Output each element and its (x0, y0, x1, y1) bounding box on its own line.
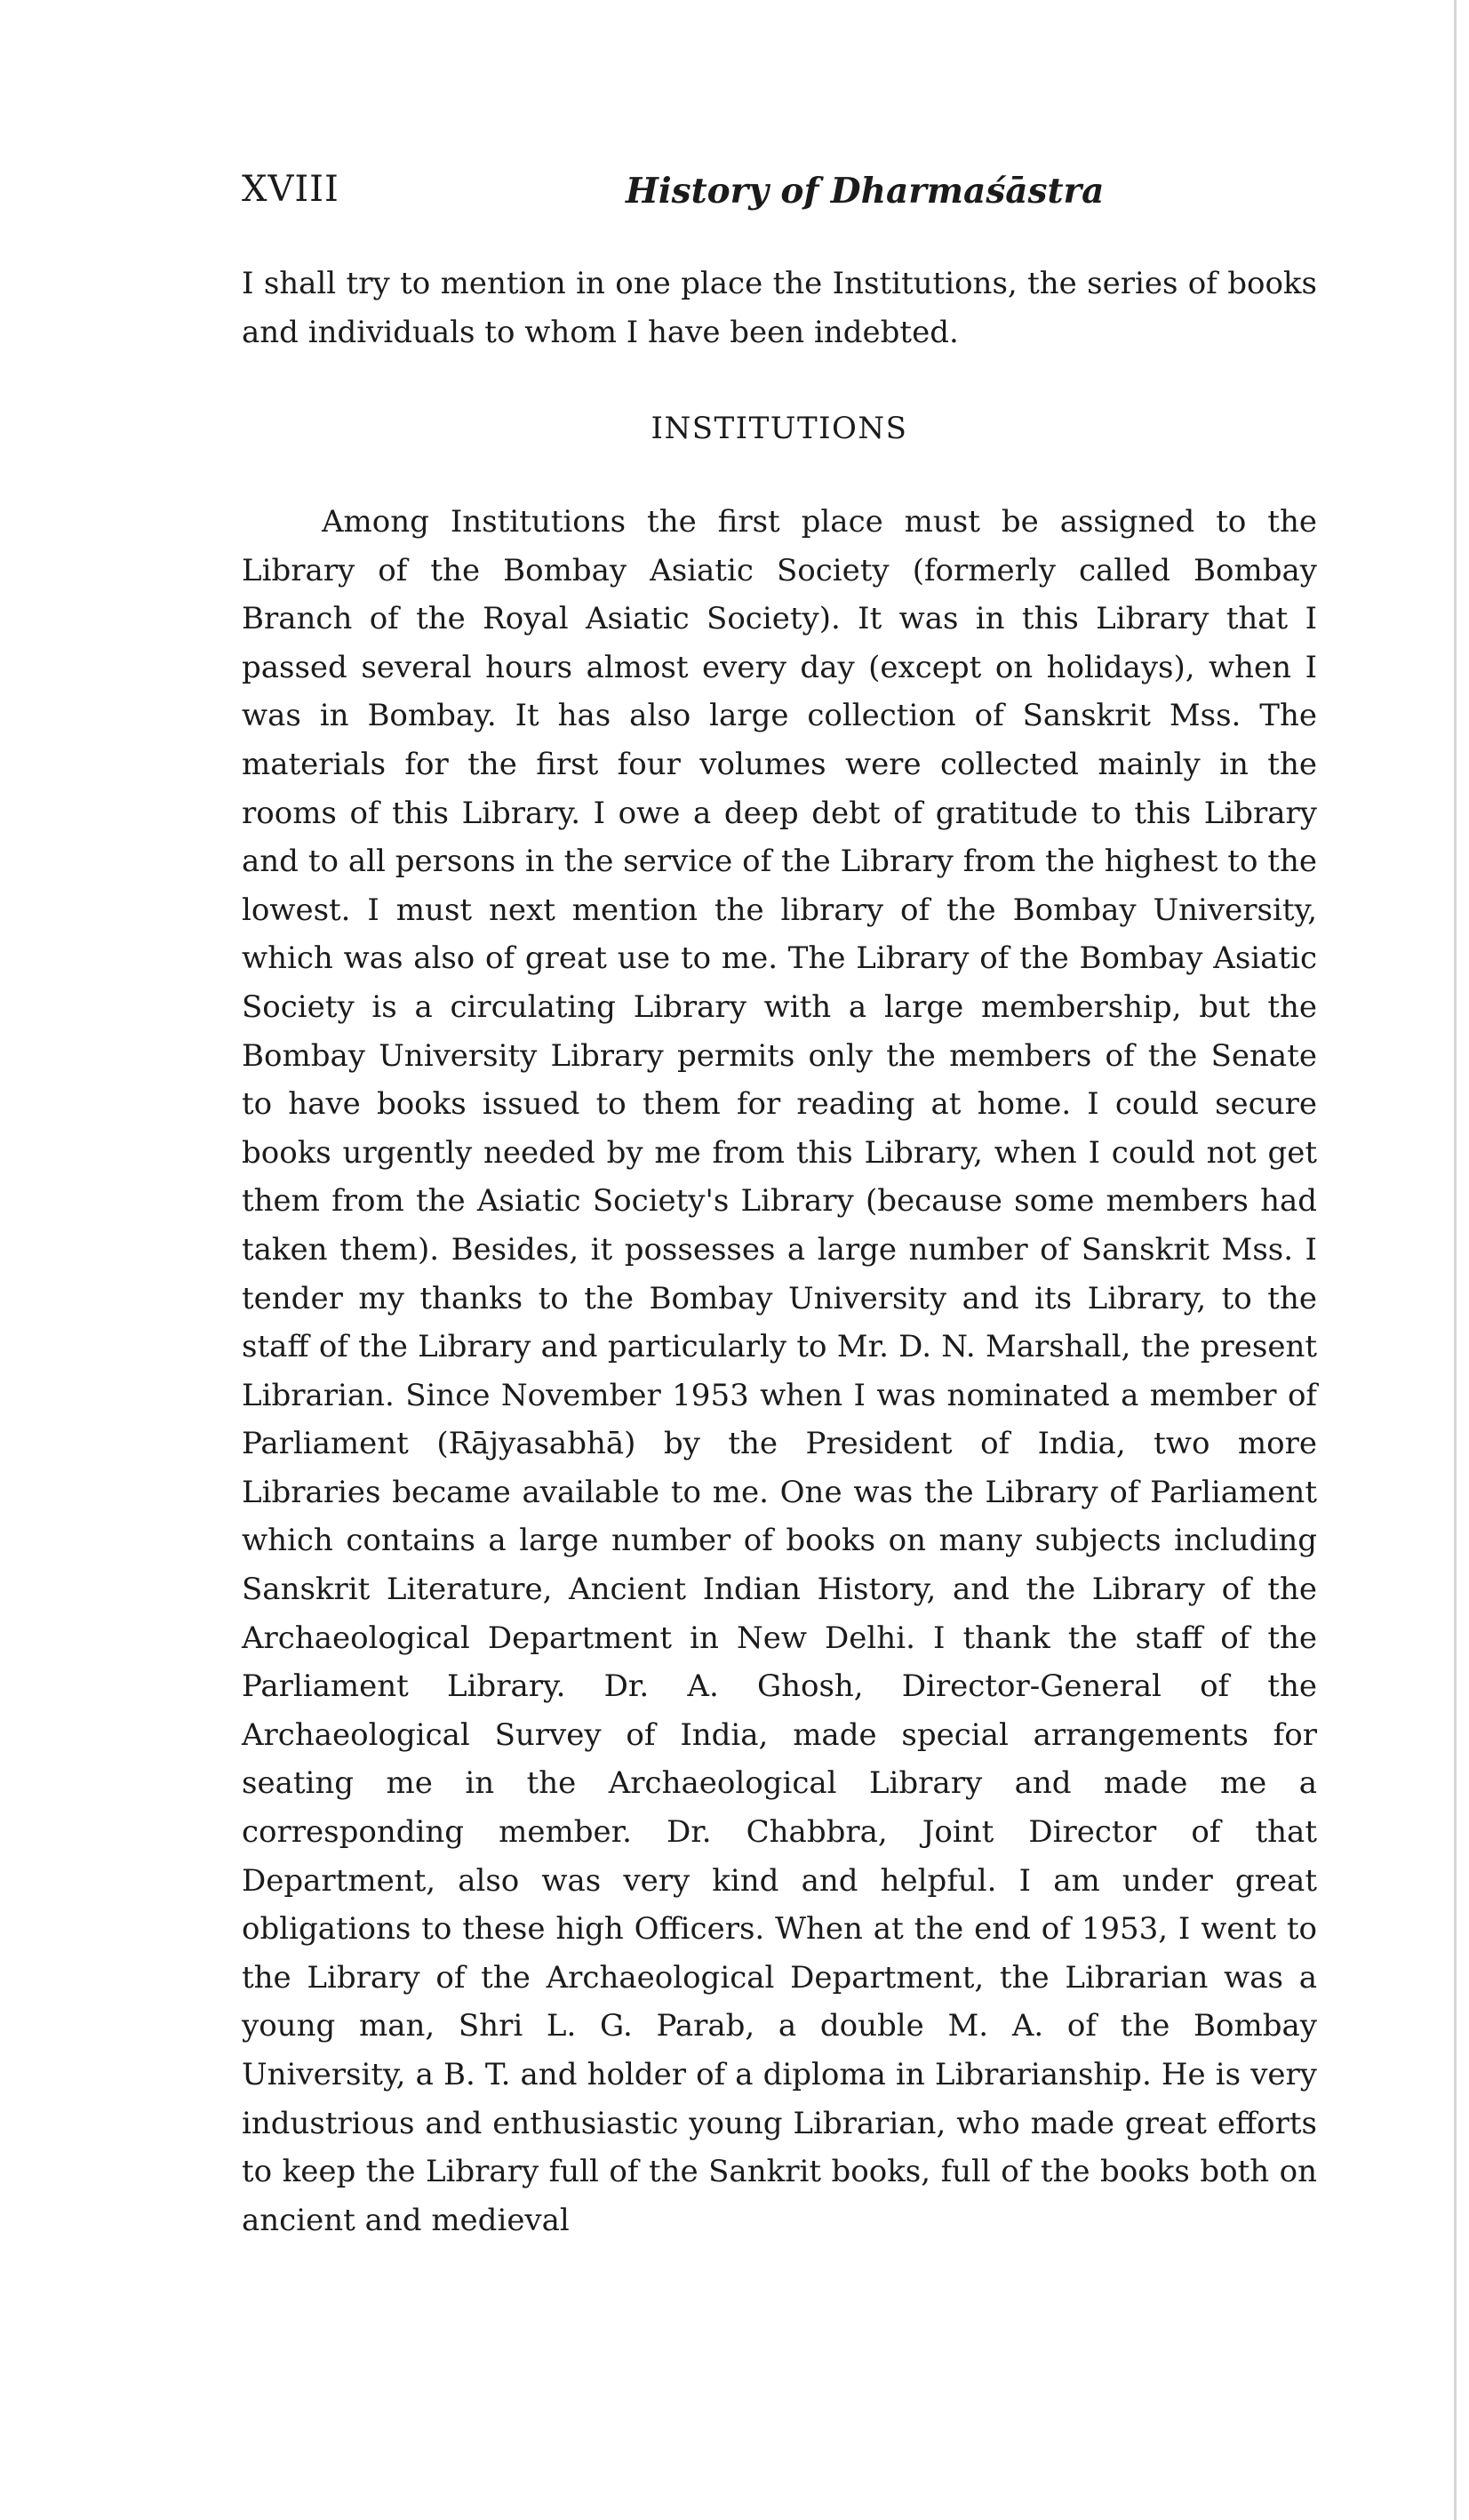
page-edge-line (1454, 0, 1457, 2520)
book-title: History of Dharmaśāstra (626, 171, 1105, 212)
intro-paragraph: I shall try to mention in one place the Institutions, the series of books and individuals to whom I have been indebted. (242, 266, 1317, 350)
section-heading: INSTITUTIONS (651, 411, 908, 446)
page-number: XVIII (242, 169, 339, 210)
running-header (242, 169, 1317, 222)
body-paragraph: Among Institutions the first place must be assigned to the Library of the Bombay Asiatic Society (formerly called Bombay Branch of the Royal Asiatic Society). It was in this Library that I passed several hours almost every day (except on holidays), when I was in Bombay. It has also large collection of Sanskrit Mss. The materials for the first four volumes were collected mainly in the rooms of this Library. I owe a deep debt of gratitude to this Library and to all persons in the service of the Library from the highest to the lowest. I must next mention the library of the Bombay University, which was also of great use to me. The Library of the Bombay Asiatic Society is a circulating Library with a large membership, but the Bombay University Library permits only the members of the Senate to have books issued to them for reading at home. I could secure books urgently needed by me from this Library, when I could not get them from the Asiatic Society's Library (because some members had taken them). Besides, it possesses a large number of Sanskrit Mss. I tender my thanks to the Bombay University and its Library, to the staff of the Library and particularly to Mr. D. N. Marshall, the present Librarian. Since November 1953 when I was nominated a member of Parliament (Rājyasabhā) by the President of India, two more Libraries became available to me. One was the Library of Parliament which contains a large number of books on many subjects including Sanskrit Literature, Ancient Indian History, and the Library of the Archaeological Department in New Delhi. I thank the staff of the Parliament Library. Dr. A. Ghosh, Director-General of the Archaeological Survey of India, made special arrangements for seating me in the Archaeological Library and made me a corresponding member. Dr. Chabbra, Joint Director of that Department, also was very kind and helpful. I am under great obligations to these high Officers. When at the end of 1953, I went to the Library of the Archaeological Department, the Librarian was a young man, Shri L. G. Parab, a double M. A. of the Bombay University, a B. T. and holder of a diploma in Librarianship. He is very industrious and enthusiastic young Librarian, who made great efforts to keep the Library full of the Sankrit books, full of the books both on ancient and medieval (242, 504, 1317, 2238)
